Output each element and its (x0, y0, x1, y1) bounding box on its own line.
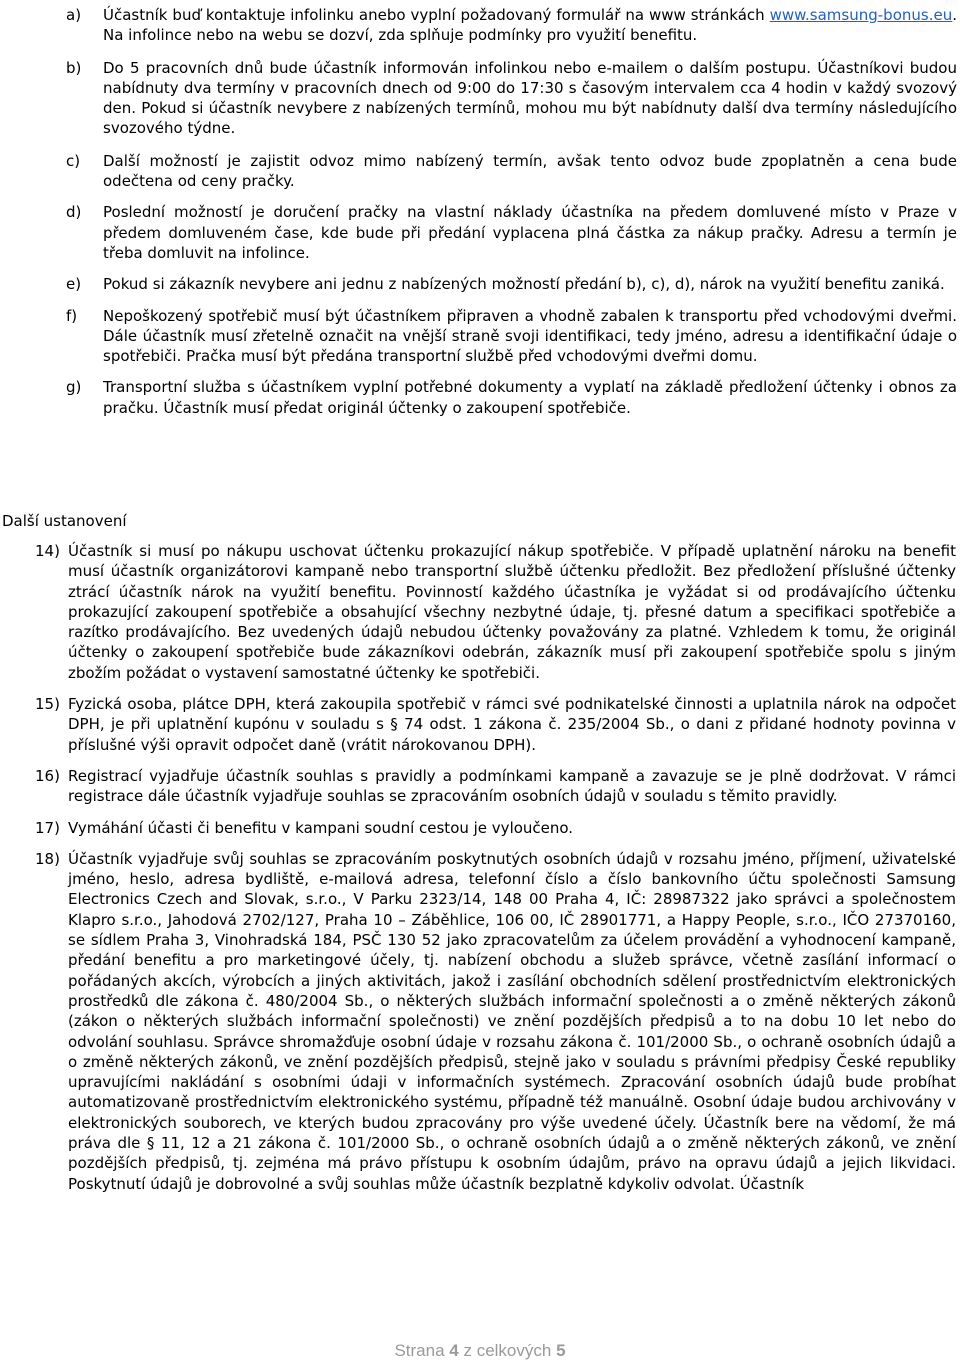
list-marker: 17) (35, 818, 60, 837)
list-marker: 14) (35, 542, 60, 560)
list-item-text: Do 5 pracovních dnů bude účastník informován infolinkou nebo e-mailem o dalším postupu. Účastníkovi budou nabídnuty dva termíny v pracovních dnech od 9:00 do 17:30 s časovým intervalem cca 4 hodin v každý svozový den. Pokud si účastník nevybere z nabízených termínů, mohou mu být nabídnuty další dva termíny následujícího svozového týdne. (103, 58, 957, 138)
list-marker: f) (66, 306, 78, 325)
list-item-15 (0, 694, 960, 755)
list-marker: a) (66, 6, 82, 24)
list-item-text: Pokud si zákazník nevybere ani jednu z nabízených možností předání b), c), d), nárok na využití benefitu zaniká. (103, 275, 945, 294)
list-item-text: Registrací vyjadřuje účastník souhlas s pravidly a podmínkami kampaně a zavazuje se je plně dodržovat. V rámci registrace dále účastník vyjadřuje souhlas se zpracováním osobních údajů v souladu s těmito pravidly. (68, 766, 956, 806)
list-item-e (0, 274, 960, 294)
list-item-text: Účastník si musí po nákupu uschovat účtenku prokazující nákup spotřebiče. V případě uplatnění nároku na benefit musí účastník organizátorovi kampaně nebo transportní službě účtenku předložit. Bez předložení příslušné účtenky ztrácí účastník nárok na využití benefitu. Povinností každého účastníka je vyžádat si od prodávajícího účtenku prokazující zakoupení spotřebiče a obsahující všechny nezbytné údaje, tj. přesné datum a specifikaci spotřebiče a razítko prodávajícího. Bez uvedených údajů nebudou účtenky považovány za platné. Vzhledem k tomu, že originál účtenky o zakoupení spotřebiče bude zákazníkovi odebrán, zákazník musí při zakoupení spotřebiče spolu s jiným zbožím požádat o vystavení samostatné účtenky ke spotřebiči. (68, 542, 956, 682)
numbered-list (0, 541, 960, 1205)
list-marker: 18) (35, 849, 60, 868)
list-item-f (0, 306, 960, 367)
list-item-text-start: Účastník buď kontaktuje infolinku anebo vyplní požadovaný formulář na www stránkách (103, 6, 770, 24)
list-item-text: Účastník vyjadřuje svůj souhlas se zpracováním poskytnutých osobních údajů v rozsahu jméno, příjmení, uživatelské jméno, heslo, adresa bydliště, e-mailová adresa, telefonní číslo a číslo bankovního účtu společnosti Samsung Electronics Czech and Slovak, s.r.o., V Parku 2323/14, 148 00 Praha 4, IČ: 28987322 jako správci a společnostem Klapro s.r.o., Jahodová 2702/127, Praha 10 – Záběhlice, 106 00, IČ 28901771, a Happy People, s.r.o., IČO 27370160, se sídlem Praha 3, Vinohradská 184, PSČ 130 52 jako zpracovatelům za účelem provádění a vyhodnocení kampaně, předání benefitu a pro marketingové účely, tj. nabízení obchodu a služeb správce, včetně zasílání informací o pořádaných akcích, výrobcích a jiných aktivitách, jakož i zasílání obchodních sdělení prostřednictvím elektronických prostředků dle zákona č. 480/2004 Sb., o některých službách informační společnosti a o změně některých zákonů (zákon o některých službách informační společnosti) ve znění pozdějších předpisů a to na dobu 10 let nebo do odvolání souhlasu. Správce shromažďuje osobní údaje v rozsahu zákona č. 101/2000 Sb., o ochraně osobních údajů a o změně některých zákonů, ve znění pozdějších předpisů, stejně jako v souladu s právními předpisy České republiky upravujícími nakládání s osobními údaji v informačních systémech. Zpracování osobních údajů bude probíhat automatizovaně prostřednictvím elektronického systému, případně též manuálně. Osobní údaje budou archivovány v elektronických souborech, ve kterých budou zpracovány pro výše uvedené účely. Účastník bere na vědomí, že má práva dle § 11, 12 a 21 zákona č. 101/2000 Sb., o ochraně osobních údajů a o změně některých zákonů, ve znění pozdějších předpisů, tj. zejména má právo přístupu k osobním údajům, právo na opravu údajů a jejich likvidaci. Poskytnutí údajů je dobrovolné a svůj souhlas může účastník bezplatně kdykoliv odvolat. Účastník (68, 849, 956, 1193)
website-link[interactable]: www.samsung-bonus.eu (769, 6, 953, 24)
list-item-text: Transportní služba s účastníkem vyplní potřebné dokumenty a vyplatí na základě předložení účtenky i obnos za pračku. Účastník musí předat originál účtenky o zakoupení spotřebiče. (103, 378, 957, 417)
list-marker: b) (66, 58, 82, 77)
section-heading: Další ustanovení (2, 512, 127, 530)
list-marker: 15) (35, 695, 60, 714)
list-item-text: Poslední možností je doručení pračky na vlastní náklady účastníka na předem domluvené místo v Praze v předem domluveném čase, kde bude při předání vyplacena plná částka za nákup pračky. Adresu a termín je třeba domluvit na infolince. (103, 203, 957, 262)
footer-prefix: Strana (394, 1341, 445, 1360)
list-item-a (0, 5, 960, 46)
list-item-g (0, 377, 960, 418)
list-item-text: Vymáhání účasti či benefitu v kampani soudní cestou je vyloučeno. (68, 818, 574, 837)
list-marker: 16) (35, 766, 60, 785)
list-marker: e) (66, 275, 82, 294)
footer-page-number: 4 (449, 1341, 459, 1360)
page-footer (0, 1341, 960, 1361)
footer-middle: z celkových (463, 1341, 552, 1360)
list-item-text: Fyzická osoba, plátce DPH, která zakoupila spotřebič v rámci své podnikatelské činnosti a uplatnila nárok na odpočet DPH, je při uplatnění kupónu v souladu s § 74 odst. 1 zákona č. 235/2004 Sb., o dani z přidané hodnoty povinna v příslušné výši opravit odpočet daně (vrátit nárokovanou DPH). (68, 695, 956, 754)
list-item-d (0, 202, 960, 263)
footer-total-pages: 5 (556, 1341, 566, 1360)
list-item-17 (0, 818, 960, 838)
list-item-c (0, 151, 960, 192)
list-item-18 (0, 849, 960, 1194)
list-item-text-end: . Na infolince nebo na webu se dozví, zda splňuje podmínky pro využití benefitu. (103, 6, 957, 45)
list-item-b (0, 58, 960, 139)
list-marker: c) (66, 151, 81, 170)
list-item-text: Další možností je zajistit odvoz mimo nabízený termín, avšak tento odvoz bude zpoplatněn a cena bude odečtena od ceny pračky. (103, 151, 957, 191)
list-item-16 (0, 766, 960, 807)
list-item-14 (0, 541, 960, 683)
list-item-text (103, 5, 957, 46)
list-item-text: Nepoškozený spotřebič musí být účastníkem připraven a vhodně zabalen k transportu před vchodovými dveřmi. Dále účastník musí zřetelně označit na vnější straně svoji identifikaci, tedy jméno, adresu a identifikační údaje o spotřebiči. Pračka musí být předána transportní službě před vchodovými dveřmi domu. (103, 306, 957, 366)
list-marker: g) (66, 378, 82, 397)
list-marker: d) (66, 203, 82, 222)
lettered-list (0, 5, 960, 429)
